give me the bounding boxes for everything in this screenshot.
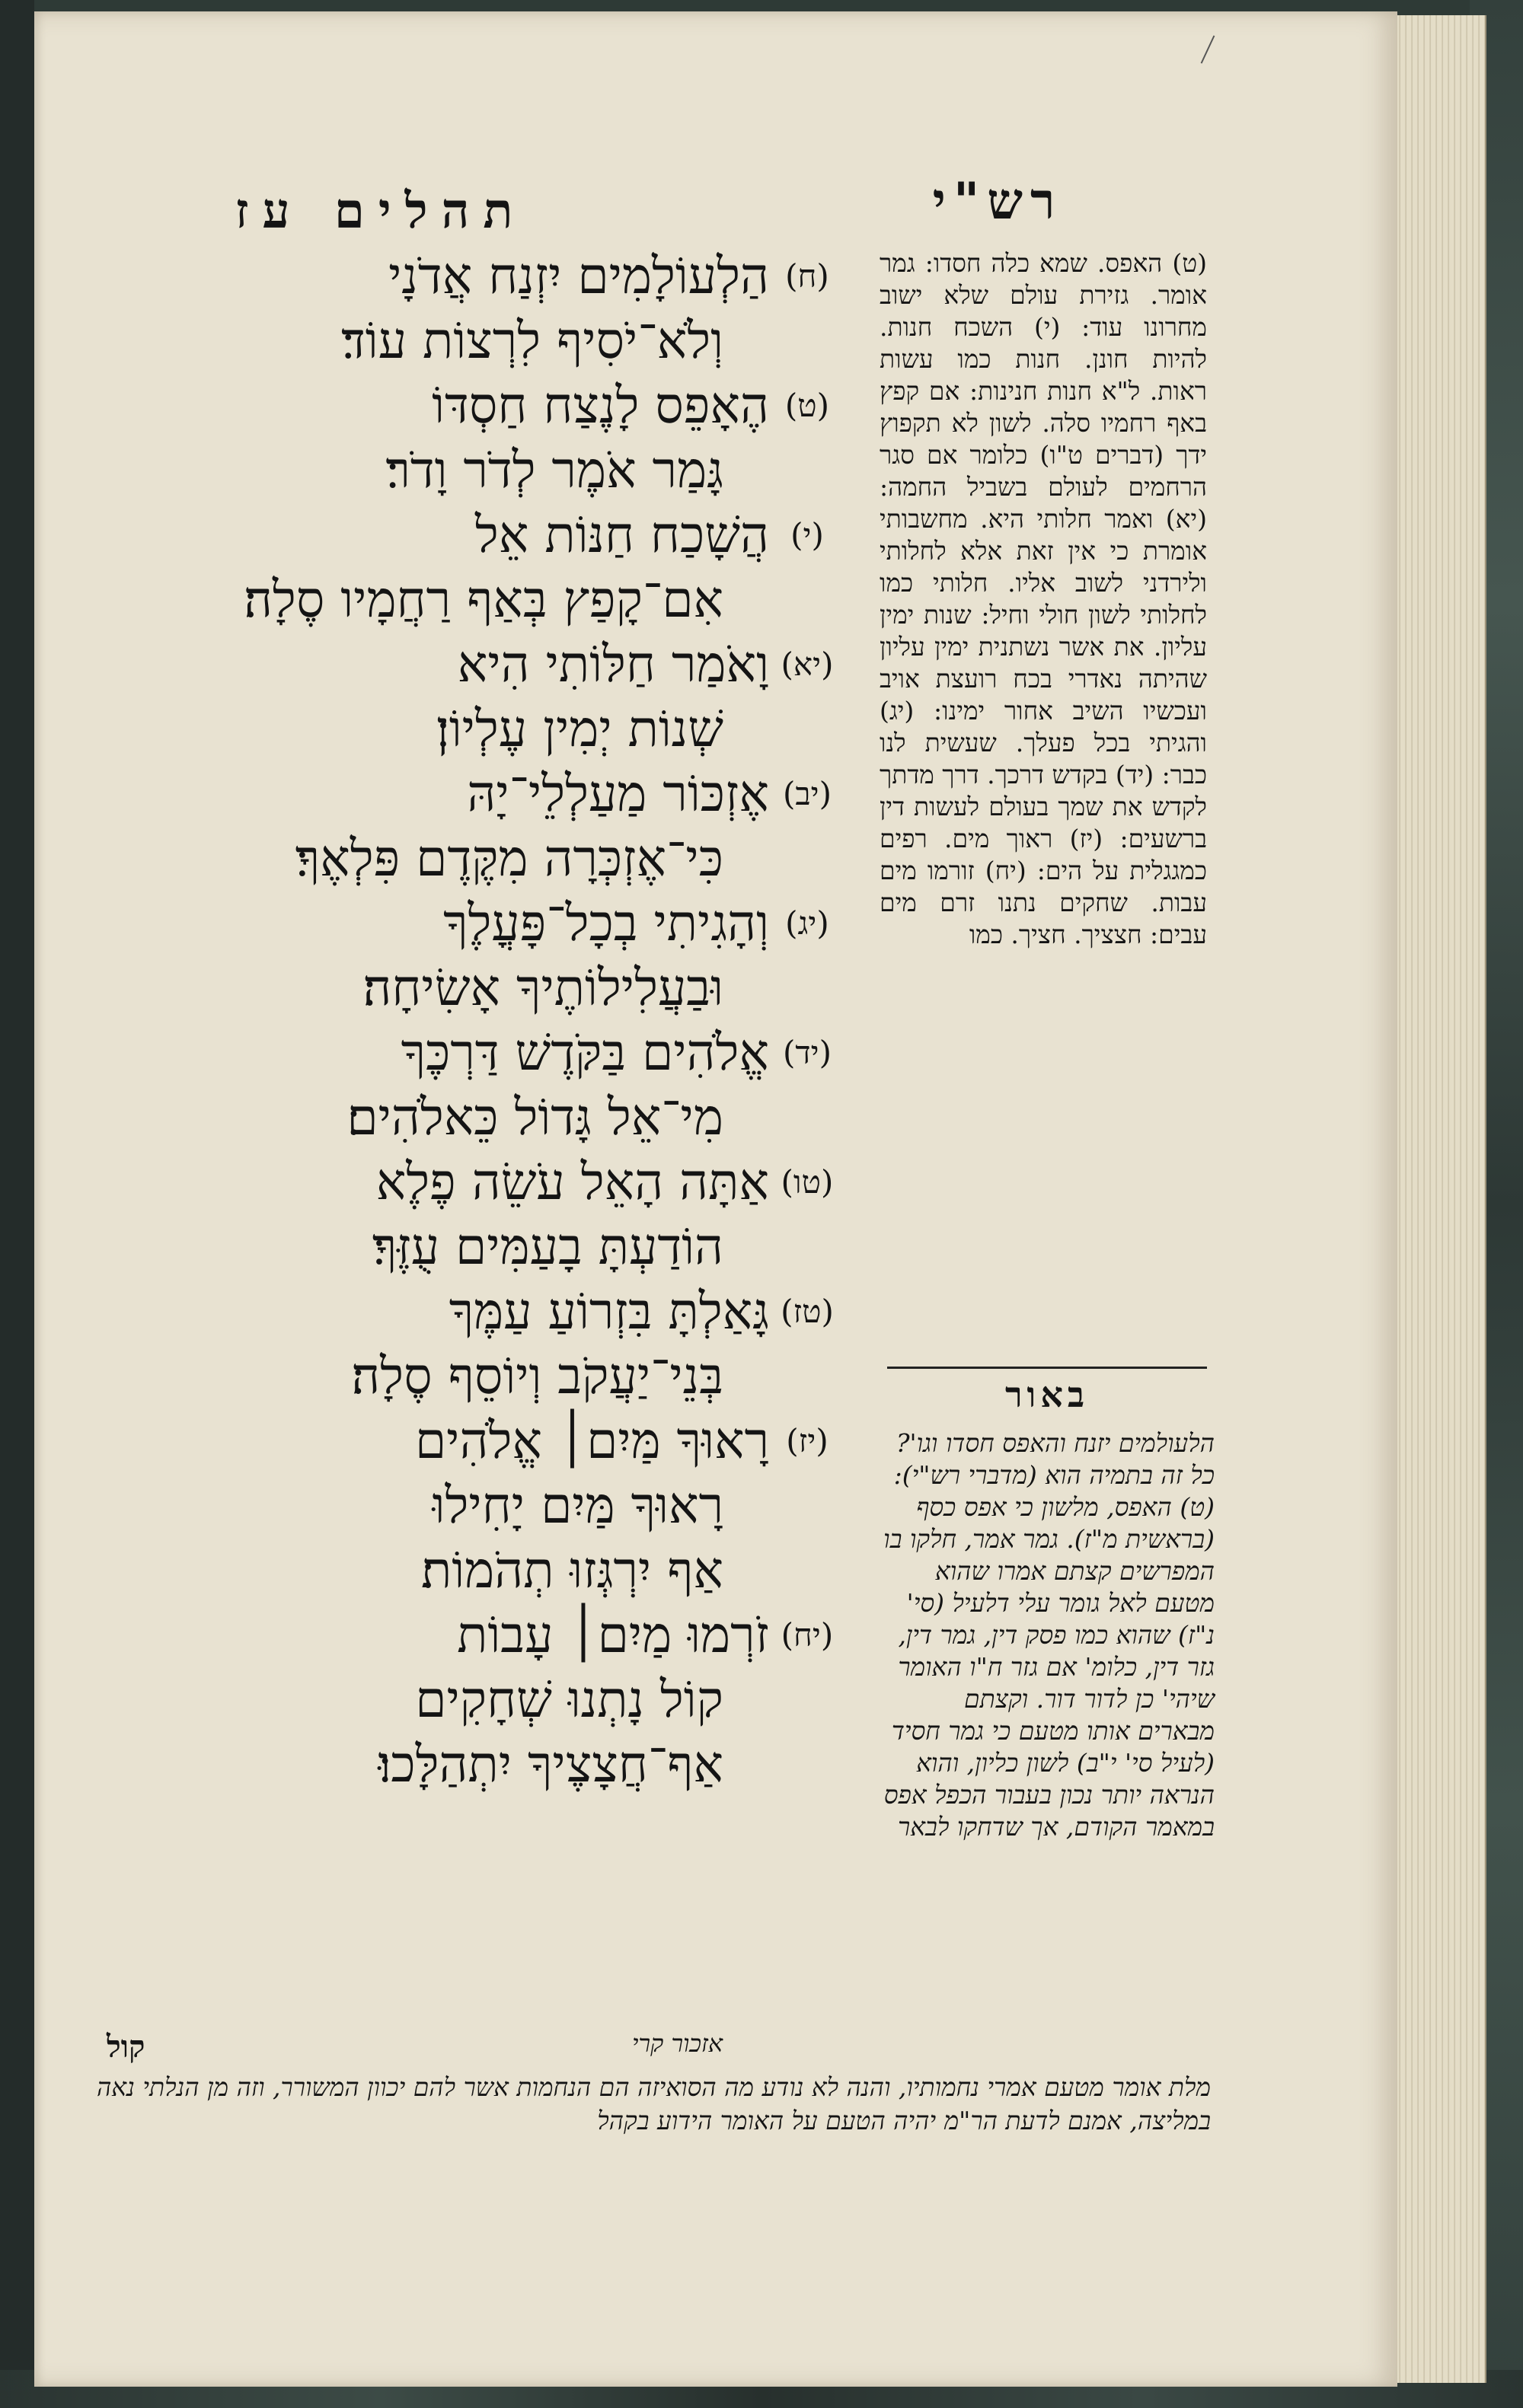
verse-line	[61, 438, 838, 502]
catchword: קול	[107, 2029, 145, 2065]
verse-line	[61, 1732, 838, 1797]
biur-heading: באור	[1004, 1374, 1090, 1415]
verse-line	[61, 567, 838, 632]
verse-line	[61, 1667, 838, 1732]
verse-line	[61, 697, 838, 761]
verse-text: הַלְעוֹלָמִים יִזְנַח אֲדֹנָי	[388, 247, 769, 305]
verse-line	[61, 1538, 838, 1603]
verse-text: גָּאַלְתָּ בִּזְרוֹעַ עַמֶּךָ	[449, 1282, 769, 1341]
verse-text: וְהָגִיתִי בְכָל־פָּעֳלֶךָ	[443, 894, 769, 952]
verse-text: הוֹדַעְתָּ בָעַמִּים עֻזֶּךָ׃	[372, 1217, 723, 1276]
verse-line	[61, 1473, 838, 1538]
verse-text: כִּי־אֶזְכְּרָה מִקֶּדֶם פִּלְאֶךָ׃	[295, 829, 723, 888]
verse-line	[61, 244, 838, 308]
verse-line	[61, 1085, 838, 1150]
verse-line	[61, 632, 838, 697]
verse-number: (יג)	[785, 904, 829, 942]
verse-text: אַתָּה הָאֵל עֹשֵׂה פֶלֶא	[375, 1153, 769, 1211]
verse-text: גָּמַר אֹמֶר לְדֹר וָדֹר׃	[385, 441, 723, 499]
verse-line	[61, 761, 838, 826]
verse-line	[61, 1408, 838, 1473]
footnote-continuation: מלת אומר מטעם אמרי נחמותיו, והנה לא נודע מה הסואיזה הם הנחמות אשר להם יכוון המשורר, וזה מן הנלתי נאה במליצה, אמנם לדעת הר"מ יהיה הטעם על האומר הידוע בקהל	[96, 2072, 1211, 2135]
verse-line	[61, 308, 838, 373]
verse-text: הֲשָׁכַח חַנּוֹת אֵל	[474, 506, 769, 564]
verse-text: וּבַעֲלִילוֹתֶיךָ אָשִׂיחָה׃	[362, 958, 723, 1017]
verse-text: אַף יִרְגְּזוּ תְהֹמוֹת׃	[420, 1541, 723, 1599]
verse-text: רָאוּךָ מַּיִם׀ אֱלֹהִים	[415, 1411, 769, 1470]
verse-line	[61, 1279, 838, 1344]
verse-number: (טז)	[781, 1293, 834, 1330]
pencil-mark	[1201, 35, 1215, 63]
verse-text: וָאֹמַר חַלּוֹתִי הִיא	[457, 635, 769, 694]
verse-text: זֹרְמוּ מַיִם׀ עָבוֹת	[457, 1606, 769, 1664]
verse-line	[61, 1214, 838, 1279]
verse-text: אִם־קָפַץ בְּאַף רַחֲמָיו סֶלָה׃	[243, 570, 723, 629]
verse-text: אַף־חֲצָצֶיךָ יִתְהַלָּכוּ׃	[378, 1735, 723, 1794]
verse-number: (יח)	[781, 1616, 834, 1654]
verse-text: בְּנֵי־יַעֲקֹב וְיוֹסֵף סֶלָה׃	[351, 1347, 723, 1405]
verse-line	[61, 1150, 838, 1214]
verse-line	[61, 1020, 838, 1085]
section-divider	[887, 1367, 1207, 1369]
verse-text: מִי־אֵל גָּדוֹל כֵּאלֹהִים׃	[346, 1088, 723, 1147]
verse-number: (ט)	[784, 387, 830, 424]
verse-number: (טו)	[781, 1163, 834, 1201]
verse-text: אֶזְכּוֹר מַעַלְלֵי־יָהּ	[467, 764, 769, 823]
verse-number: (ח)	[785, 257, 829, 295]
verse-number: (יז)	[786, 1422, 829, 1459]
biur-commentary: הלעולמים יזנח והאפס חסדו וגו'? כל זה בתמיה הוא (מדברי רש"י): (ט) האפס, מלשון כי אפס כסף (בראשית מ"ז). גמר אמר, חלקו בו המפרשים קצתם אמרו שהוא מטעם לאל גומר עלי דלעיל (סי' נ"ז) שהוא כמו פסק דין, גמר דין, גזר דין, כלומ' אם גזר ח"ו האומר שיהי' כן לדור דור. וקצתם מבארים אותו מטעם כי גמר חסיד (לעיל סי' י"ב) לשון כליון, והוא הנראה יותר נכון בעבור הכפל אפס במאמר הקודם, אך שדחקו לבאר	[883, 1428, 1215, 1842]
verse-line	[61, 826, 838, 891]
verse-number: (יא)	[781, 646, 834, 683]
page-header-rashi: רש"י	[932, 171, 1063, 231]
verse-number: (יד)	[783, 1034, 832, 1071]
verse-number: (י)	[790, 516, 824, 553]
keri-note: אזכור קרי	[632, 2029, 723, 2058]
verse-line	[61, 891, 838, 955]
verse-line	[61, 955, 838, 1020]
page-header-psalms: תהלים עז	[235, 183, 527, 240]
verse-text: רָאוּךָ מַּיִם יָחִילוּ	[432, 1476, 723, 1535]
rashi-commentary: (ט) האפס. שמא כלה חסדו: גמר אומר. גזירת עולם שלא ישוב מחרונו עוד: (י) השכח חנות. להיות חונן. חנות כמו עשות ראות. ל"א חנות חנינות: אם קפץ באף רחמיו סלה. לשון לא תקפוץ ידך (דברים ט"ו) כלומר אם סגר הרחמים לעולם בשביל החמה: (יא) ואמר חלותי היא. מחשבותי אומרת כי אין זאת אלא לחלותי ולירדני לשוב אליו. חלותי כמו לחלותי לשון חולי וחיל: שנות ימין עליון. את אשר נשתנית ימין עליון שהיתה נאדרי בכח רועצת אויב ועכשיו השיב אחור ימינו: (יג) והגיתי בכל פעלך. שעשית לנו כבר: (יד) בקדש דרכך. דרך מדתך לקדש את שמך בעולם לעשות דין ברשעים: (יז) ראוך מים. רפים כמגגלית על הים: (יח) זורמו מים עבות. שחקים נתנו זרם מים עבים: חצציך. חציך. כמו	[880, 248, 1207, 949]
verse-line	[61, 502, 838, 567]
book-cover-edge	[0, 0, 34, 2408]
psalm-text-column	[61, 244, 838, 1797]
verse-line	[61, 373, 838, 438]
verse-line	[61, 1344, 838, 1408]
verse-number: (יב)	[782, 775, 832, 812]
verse-text: קוֹל נָתְנוּ שְׁחָקִים	[415, 1670, 723, 1729]
verse-text: אֱלֹהִים בַּקֹּדֶשׁ דַּרְכֶּךָ	[401, 1023, 769, 1082]
verse-text: וְלֹא־יֹסִיף לִרְצוֹת עוֹד׃	[341, 311, 723, 370]
verse-line	[61, 1603, 838, 1667]
verse-text: שְׁנוֹת יְמִין עֶלְיוֹן׃	[436, 700, 723, 758]
verse-text: הֶאָפֵס לָנֶצַח חַסְדּוֹ	[432, 376, 769, 435]
